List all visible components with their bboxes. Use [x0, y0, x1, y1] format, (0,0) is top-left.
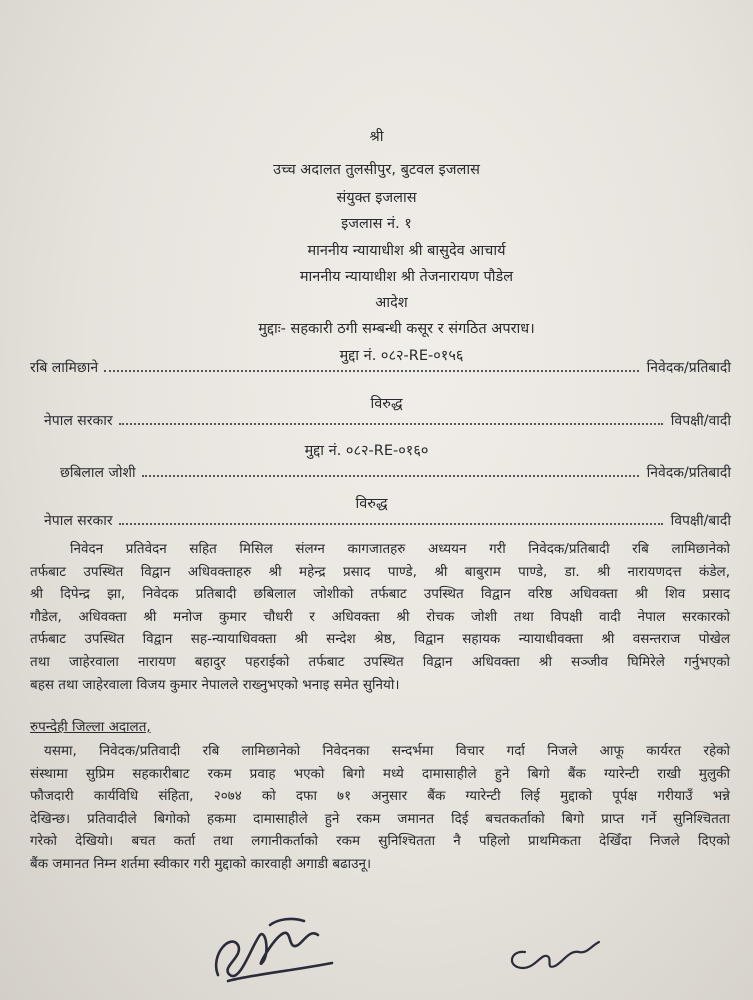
case-number-1: मुद्दा नं. ०८२-RE-०१५६: [339, 348, 464, 364]
order-title: आदेश: [375, 295, 408, 311]
petitioner-role: निवेदक/प्रतिबादी: [646, 360, 731, 376]
dotted-leader: [119, 423, 663, 425]
party-line-respondent-2: [44, 508, 731, 530]
respondent-name: नेपाल सरकार: [44, 513, 113, 529]
hearing-paragraph: [30, 538, 730, 696]
paragraph-line: बहस तथा जाहेरवाला विजय कुमार नेपालले राख्नुभएको भनाइ समेत सुनियो।: [30, 676, 400, 693]
respondent-role: विपक्षी/बादी: [670, 513, 731, 529]
versus-1: विरुद्ध: [370, 396, 403, 412]
dotted-leader: [142, 475, 639, 477]
paragraph-line: बैंक जमानत निम्न शर्तमा स्वीकार गरी मुद्दाको कारवाही अगाडी बढाउनू।: [30, 855, 372, 872]
paragraph-line: फौजदारी कार्यविधि संहिता, २०७४ को दफा ७१ अनुसार बैंक ग्यारेन्टी लिई मुद्दाको पूर्पक्ष गरीयाउँ भन्ने: [30, 788, 730, 805]
petitioner-name: रबि लामिछाने: [30, 360, 99, 376]
judge-1: माननीय न्यायाधीश श्री बासुदेव आचार्य: [307, 243, 506, 259]
order-paragraph: [30, 740, 730, 876]
honorific: श्री: [369, 129, 384, 145]
paragraph-line: निवेदन प्रतिवेदन सहित मिसिल संलग्न कागजातहरु अध्ययन गरी निवेदक/प्रतिबादी रबि लामिछानेको: [70, 541, 730, 557]
paragraph-line: तथा जाहेरवाला नारायण बहादुर पहराईको तर्फबाट उपस्थित विद्वान अधिवक्ता श्री सञ्जीव घिमिरेले गर्नुभएको: [30, 653, 730, 670]
party-line-respondent-1: [44, 408, 731, 430]
paragraph-line: यसमा, निवेदक/प्रतिवादी रबि लामिछानेको निवेदनका सन्दर्भमा विचार गर्दा निजले आफू कार्यरत रहेको: [44, 743, 730, 759]
paragraph-line: गरेको देखियो। बचत कर्ता तथा लगानीकर्ताको रकम सुनिश्चितता नै पहिलो प्राथमिकता देखिँदा निजले दिएको: [30, 833, 730, 850]
respondent-role: विपक्षी/वादी: [670, 413, 731, 429]
paragraph-line: गौडेल, अधिवक्ता श्री मनोज कुमार चौधरी र अधिवक्ता श्री रोचक जोशी तथा विपक्षी वादी नेपाल सरकारको: [30, 608, 730, 625]
bench-number: इजलास नं. १: [341, 216, 412, 232]
dotted-leader: [104, 370, 639, 372]
petitioner-role: निवेदक/प्रतिबादी: [646, 465, 731, 481]
case-number-2: मुद्दा नं. ०८२-RE-०१६०: [304, 443, 429, 459]
paragraph-line: संस्थामा सुप्रिम सहकारीबाट रकम प्रवाह भएको बिगो मध्ये दामासाहीले हुने बिगो बैंक ग्यारेन्टी राखी मुलुकी: [30, 765, 730, 782]
paragraph-line: तर्फबाट उपस्थित विद्वान अधिवक्ताहरु श्री महेन्द्र प्रसाद पाण्डे, श्री बाबुराम पाण्डे, डा. श्री नारायणदत्त कंडेल,: [30, 563, 730, 580]
petitioner-name: छबिलाल जोशी: [60, 465, 136, 481]
respondent-name: नेपाल सरकार: [44, 413, 113, 429]
section-heading: रुपन्देही जिल्ला अदालत,: [30, 719, 151, 735]
case-subject: मुद्दाः- सहकारी ठगी सम्बन्धी कसूर र संगठित अपराध।: [258, 321, 535, 337]
judge-2: माननीय न्यायाधीश श्री तेजनारायण पौडेल: [299, 269, 514, 285]
signature-left: [200, 905, 350, 990]
paragraph-line: तर्फबाट उपस्थित विद्वान सह-न्यायाधिवक्ता श्री सन्देश श्रेष्ठ, विद्वान सहायक न्यायाधीवक्ता श्री वसन्तराज पोखेल: [30, 631, 730, 648]
dotted-leader: [119, 523, 663, 525]
bench-type: संयुक्त इजलास: [336, 190, 417, 206]
paragraph-line: देखिन्छ। प्रतिवादीले बिगोको हकमा दामासाहीले हुने रकम जमानत दिई बचतकर्ताको बिगो प्राप्त गर्ने सुनिश्चितता: [30, 810, 730, 827]
party-line-petitioner-1: [30, 355, 731, 377]
signature-right: [495, 920, 605, 980]
party-line-petitioner-2: [60, 460, 731, 482]
paragraph-line: श्री दिपेन्द्र झा, निवेदक प्रतिबादी छबिलाल जोशीको तर्फबाट उपस्थित विद्वान वरिष्ठ अधिवक्ता श्री शिव प्रसाद: [30, 586, 730, 603]
versus-2: विरुद्ध: [355, 496, 388, 512]
court-name: उच्च अदालत तुलसीपुर, बुटवल इजलास: [273, 162, 480, 178]
